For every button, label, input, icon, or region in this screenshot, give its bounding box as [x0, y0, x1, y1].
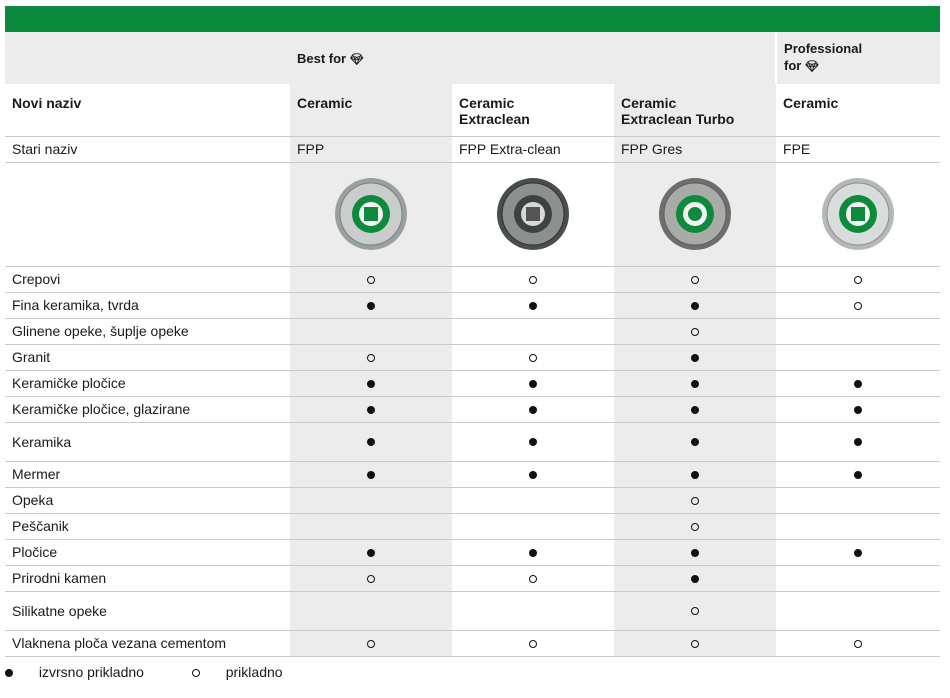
filled-dot-icon [529, 380, 537, 388]
filled-dot-icon [691, 406, 699, 414]
filled-dot-icon [367, 438, 375, 446]
material-label: Opeka [5, 487, 290, 513]
filled-dot-icon [854, 380, 862, 388]
material-label: Fina keramika, tvrda [5, 292, 290, 318]
disc-image-cell [290, 162, 452, 266]
new-name-label: Novi naziv [5, 84, 290, 136]
filled-dot-icon [367, 406, 375, 414]
suitability-cell [452, 565, 614, 591]
suitability-cell [452, 422, 614, 461]
diamond-disc-ceramic-image [333, 176, 409, 252]
diamond-disc-turbo-image [657, 176, 733, 252]
empty-circle-icon [367, 575, 375, 583]
empty-circle-icon [192, 669, 200, 677]
suitability-cell [290, 396, 452, 422]
old-name-cell: FPE [776, 136, 940, 162]
filled-dot-icon [691, 438, 699, 446]
disc-image-cell [452, 162, 614, 266]
suitability-cell [452, 396, 614, 422]
professional-label: Professional [784, 41, 863, 56]
filled-dot-icon [529, 438, 537, 446]
table-row [5, 292, 940, 318]
suitability-cell [776, 630, 940, 656]
suitability-cell [290, 370, 452, 396]
suitability-cell [614, 318, 776, 344]
suitability-cell [776, 292, 940, 318]
table-row [5, 370, 940, 396]
suitability-cell [614, 487, 776, 513]
suitability-cell [452, 318, 614, 344]
empty-circle-icon [529, 575, 537, 583]
table-row [5, 344, 940, 370]
suitability-cell [452, 630, 614, 656]
suitability-cell [776, 513, 940, 539]
legend-excellent: izvrsno prikladno [5, 664, 166, 680]
empty-circle-icon [691, 276, 699, 284]
suitability-cell [776, 318, 940, 344]
suitability-cell [614, 591, 776, 630]
new-name-cell: Ceramic [290, 84, 452, 136]
category-header-row [5, 32, 940, 84]
old-name-label: Stari naziv [5, 136, 290, 162]
new-name-row [5, 84, 940, 136]
suitability-cell [776, 266, 940, 292]
suitability-cell [776, 370, 940, 396]
suitability-cell [290, 422, 452, 461]
old-name-cell: FPP [290, 136, 452, 162]
suitability-cell [614, 630, 776, 656]
professional-header [776, 32, 940, 84]
suitability-cell [614, 266, 776, 292]
material-label: Keramičke pločice, glazirane [5, 396, 290, 422]
empty-circle-icon [367, 640, 375, 648]
diamond-disc-professional-image [820, 176, 896, 252]
best-for-label: Best for [297, 50, 347, 66]
material-label: Prirodni kamen [5, 565, 290, 591]
suitability-cell [614, 461, 776, 487]
filled-dot-icon [854, 406, 862, 414]
suitability-cell [290, 513, 452, 539]
material-label: Keramika [5, 422, 290, 461]
filled-dot-icon [529, 549, 537, 557]
suitability-cell [614, 396, 776, 422]
empty-circle-icon [854, 302, 862, 310]
table-row [5, 565, 940, 591]
suitability-cell [452, 513, 614, 539]
table-row [5, 396, 940, 422]
table-row [5, 461, 940, 487]
suitability-cell [776, 461, 940, 487]
suitability-cell [290, 565, 452, 591]
image-row-label-empty [5, 162, 290, 266]
suitability-cell [776, 591, 940, 630]
professional-for-label: for [784, 58, 802, 73]
empty-circle-icon [691, 640, 699, 648]
material-label: Mermer [5, 461, 290, 487]
empty-circle-icon [691, 523, 699, 531]
legend-suitable: prikladno [192, 664, 305, 680]
empty-circle-icon [529, 276, 537, 284]
suitability-cell [776, 422, 940, 461]
suitability-cell [452, 591, 614, 630]
table-row [5, 487, 940, 513]
table-row [5, 318, 940, 344]
filled-dot-icon [691, 354, 699, 362]
suitability-table [5, 32, 940, 657]
empty-circle-icon [529, 354, 537, 362]
filled-dot-icon [691, 380, 699, 388]
filled-dot-icon [854, 438, 862, 446]
suitability-cell [290, 591, 452, 630]
empty-circle-icon [367, 276, 375, 284]
disc-image-cell [776, 162, 940, 266]
table-row [5, 266, 940, 292]
material-label: Crepovi [5, 266, 290, 292]
table-row [5, 539, 940, 565]
suitability-cell [776, 487, 940, 513]
material-label: Peščanik [5, 513, 290, 539]
filled-dot-icon [367, 302, 375, 310]
empty-circle-icon [691, 607, 699, 615]
material-label: Granit [5, 344, 290, 370]
suitability-cell [290, 539, 452, 565]
suitability-cell [452, 292, 614, 318]
legend [5, 664, 327, 680]
suitability-cell [614, 422, 776, 461]
empty-circle-icon [854, 640, 862, 648]
material-label: Keramičke pločice [5, 370, 290, 396]
empty-circle-icon [529, 640, 537, 648]
suitability-cell [452, 266, 614, 292]
empty-circle-icon [367, 354, 375, 362]
suitability-cell [776, 396, 940, 422]
suitability-cell [776, 539, 940, 565]
suitability-cell [452, 344, 614, 370]
suitability-cell [290, 266, 452, 292]
filled-dot-icon [529, 471, 537, 479]
old-name-cell: FPP Gres [614, 136, 776, 162]
empty-circle-icon [854, 276, 862, 284]
suitability-cell [452, 539, 614, 565]
table-row [5, 591, 940, 630]
suitability-cell [452, 487, 614, 513]
filled-dot-icon [529, 406, 537, 414]
material-label: Pločice [5, 539, 290, 565]
suitability-cell [614, 344, 776, 370]
new-name-cell: Ceramic Extraclean Turbo [614, 84, 776, 136]
suitability-cell [290, 487, 452, 513]
filled-dot-icon [529, 302, 537, 310]
table-row [5, 513, 940, 539]
best-for-header [290, 32, 776, 84]
suitability-cell [614, 539, 776, 565]
suitability-cell [290, 461, 452, 487]
table-row [5, 630, 940, 656]
disc-image-cell [614, 162, 776, 266]
suitability-cell [290, 292, 452, 318]
diamond-rating-icon: 💎︎ [349, 53, 365, 66]
suitability-cell [776, 565, 940, 591]
table-row [5, 422, 940, 461]
old-name-row [5, 136, 940, 162]
filled-dot-icon [691, 549, 699, 557]
filled-dot-icon [691, 471, 699, 479]
empty-circle-icon [691, 497, 699, 505]
suitability-cell [614, 292, 776, 318]
filled-dot-icon [367, 471, 375, 479]
filled-dot-icon [5, 669, 13, 677]
diamond-rating-icon: 💎︎ [805, 61, 820, 73]
suitability-cell [614, 370, 776, 396]
material-label: Glinene opeke, šuplje opeke [5, 318, 290, 344]
suitability-cell [776, 344, 940, 370]
filled-dot-icon [367, 380, 375, 388]
old-name-cell: FPP Extra-clean [452, 136, 614, 162]
suitability-cell [290, 318, 452, 344]
header-empty-cell [5, 32, 290, 84]
diamond-disc-extraclean-image [495, 176, 571, 252]
suitability-cell [452, 370, 614, 396]
empty-circle-icon [691, 328, 699, 336]
filled-dot-icon [691, 575, 699, 583]
header-bar [5, 6, 940, 32]
product-image-row [5, 162, 940, 266]
suitability-cell [290, 344, 452, 370]
filled-dot-icon [854, 471, 862, 479]
new-name-cell: Ceramic Extraclean [452, 84, 614, 136]
material-label: Silikatne opeke [5, 591, 290, 630]
suitability-cell [290, 630, 452, 656]
suitability-cell [452, 461, 614, 487]
suitability-cell [614, 513, 776, 539]
filled-dot-icon [367, 549, 375, 557]
filled-dot-icon [854, 549, 862, 557]
filled-dot-icon [691, 302, 699, 310]
suitability-cell [614, 565, 776, 591]
material-label: Vlaknena ploča vezana cementom [5, 630, 290, 656]
new-name-cell: Ceramic [776, 84, 940, 136]
